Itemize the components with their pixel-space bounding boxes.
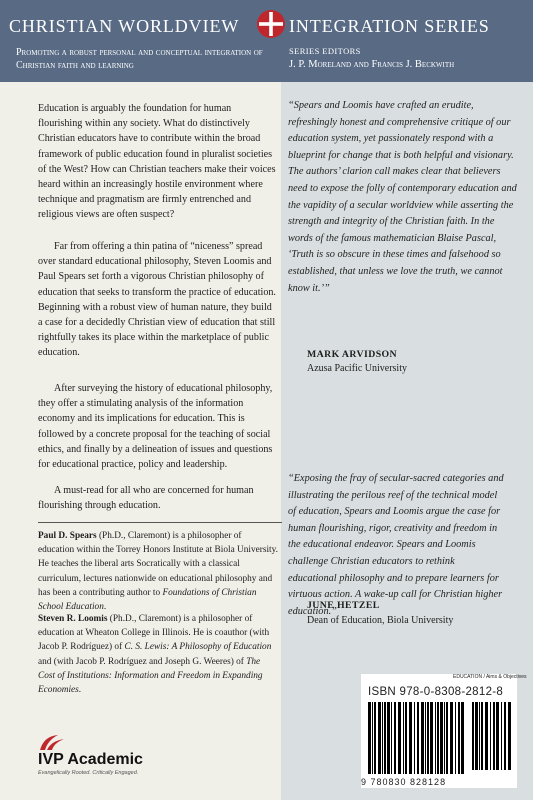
divider-rule [38, 522, 282, 523]
endorser-name: MARK ARVIDSON [307, 349, 398, 360]
endorser-name: JUNE HETZEL [307, 600, 380, 611]
book-title: Foundations of Christian School Education [38, 587, 257, 613]
series-header-band [0, 0, 533, 82]
series-title-right: INTEGRATION SERIES [289, 16, 490, 36]
book-title: C. S. Lewis: A Philosophy of Education [124, 642, 272, 653]
cross-logo-icon [256, 9, 286, 39]
endorsement-quote: “Spears and Loomis have crafted an erudite, refreshingly honest and comprehensive critique of our education system, yet passionately respond with a blueprint for change that is both helpful and visionary. The authors’ clarion call makes clear that believers need to expose the folly of contemporary education and the vapidity of a secular worldview while asserting the strength and integrity of the Christian faith. In the words of the famous mathematician Blaise Pascal, ‘Truth is so obscure in these times and falsehood so established, that unless we love the truth, we cannot know it.’” [288, 100, 517, 294]
series-editors-names: J. P. Moreland and Francis J. Beckwith [289, 59, 455, 70]
author-bio: Steven R. Loomis (Ph.D., Claremont) is a philosopher of education at Wheaton College in Illinois. He is coauthor (with Jacob P. Rodríguez) of C. S. Lewis: A Philosophy of Education and (with Jacob P. Rodríguez and Joseph G. Weeres) of The Cost of Institutions: Information and Freedom in Expanding Economies. [38, 614, 272, 696]
endorser-affiliation: Azusa Pacific University [307, 363, 407, 374]
endorser-affiliation: Dean of Education, Biola University [307, 615, 454, 626]
endorsement-quote: “Exposing the fray of secular-sacred categories and illustrating the perilous reef of the technical model of education, Spears and Loomis argue the case for human flourishing, rigor, creativity and freedom in the educational endeavor. Spears and Loomis challenge Christian educators to rethink educational philosophy and to prepare learners for virtuous action. A wake-up call for Christian higher education.” [288, 473, 504, 617]
author-bio: Paul D. Spears (Ph.D., Claremont) is a philosopher of education within the Torrey Honors Institute at Biola University. He teaches the liberal arts Socratically with a classical curriculum, lectures nationwide on educational philosophy and has been a contributing author to Foundations of Christian School Education. [38, 531, 278, 613]
series-title-left: CHRISTIAN WORLDVIEW [9, 16, 240, 36]
series-tagline: Promoting a robust personal and conceptual integration of Christian faith and learning [16, 47, 263, 71]
publisher-name: IVP Academic [38, 751, 143, 768]
price-barcode-icon [472, 702, 512, 770]
book-title: The Cost of Institutions: Information and Freedom in Expanding Economies [38, 656, 263, 696]
publisher-tagline: Evangelically Rooted. Critically Engaged. [38, 770, 139, 776]
barcode-digits: 9 780830 828128 [361, 777, 447, 787]
blurb-paragraph: Education is arguably the foundation for human flourishing within any society. What do distinctively Christian educators have to contribute within the broad framework of public education found in pluralist societies of the West? How can Christian teachers make their voices heard within an increasingly hostile environment where technique and pragmatism are firmly entrenched and religious views are often suspect? [38, 103, 276, 221]
category-label: EDUCATION / Aims & Objectives [453, 674, 527, 680]
barcode-icon [368, 702, 468, 774]
series-editors-label: SERIES EDITORS [289, 46, 361, 56]
blurb-paragraph: After surveying the history of educational philosophy, they offer a stimulating analysis of the information economy and its implications for education. This is followed by a concrete proposal for the teaching of social ethics, and finally by a delineation of issues and questions for educational practice, policy and leadership. [38, 383, 273, 471]
author-name: Paul D. Spears [38, 531, 97, 541]
blurb-paragraph: A must-read for all who are concerned for human flourishing through education. [38, 485, 254, 512]
blurb-paragraph: Far from offering a thin patina of “niceness” spread over standard educational philosophy, Steven Loomis and Paul Spears set forth a vigorous Christian philosophy of education that seeks to transform the practice of education. Beginning with a robust view of human nature, they build a case for a decidedly Christian view of education that still rightfully takes its place within the marketplace of public education. [38, 241, 276, 359]
ivp-swoosh-logo-icon [38, 732, 74, 752]
author-name: Steven R. Loomis [38, 614, 108, 624]
isbn-label: ISBN 978-0-8308-2812-8 [368, 686, 504, 698]
